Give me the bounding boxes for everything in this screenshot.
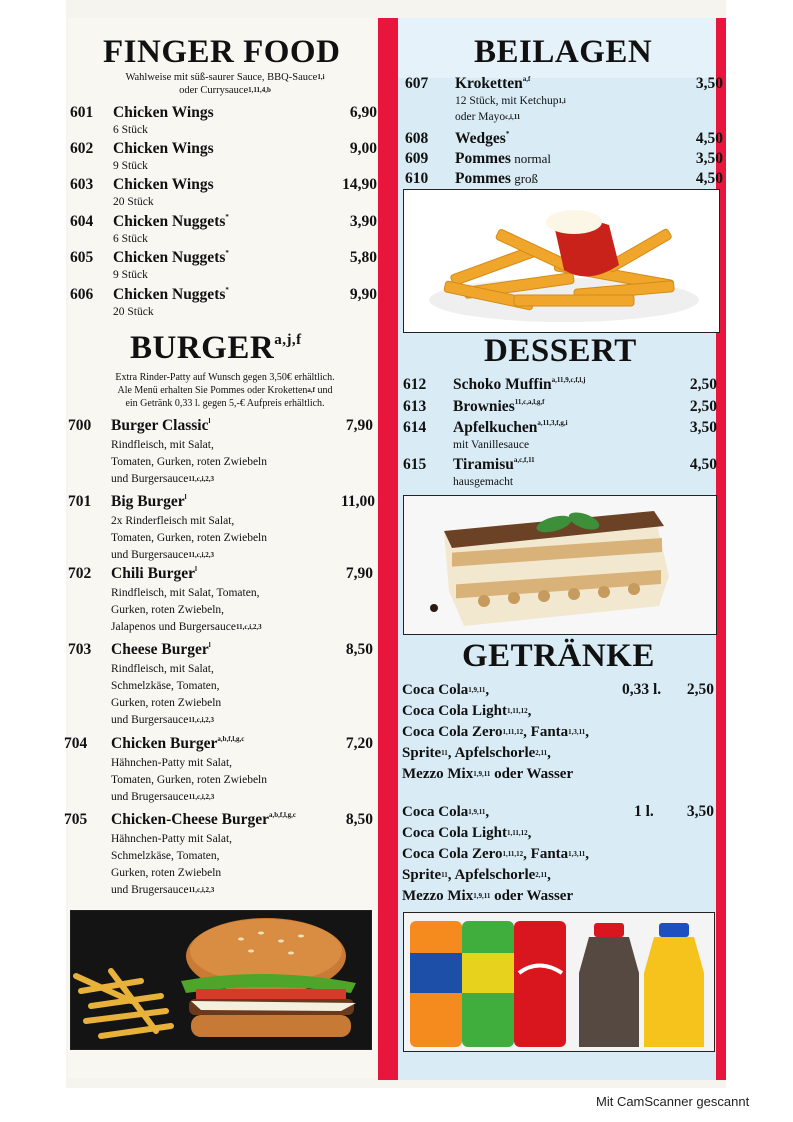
drinks-photo bbox=[403, 912, 715, 1052]
item-name-extra: groß bbox=[510, 171, 539, 186]
finger-food-note-1-sup: 1,i bbox=[317, 73, 325, 81]
burger-item-no: 702 bbox=[68, 565, 92, 582]
drinks-price-large: 3,50 bbox=[686, 803, 714, 820]
finger-food-item-name bbox=[113, 176, 214, 194]
beilagen-item-name bbox=[455, 130, 509, 148]
item-name-text: Chicken-Cheese Burger bbox=[111, 811, 269, 828]
burger-item-desc-line bbox=[111, 585, 259, 601]
burger-photo bbox=[70, 910, 372, 1050]
burger-item-desc-line bbox=[111, 678, 220, 694]
burger-item-price: 7,20 bbox=[345, 735, 373, 752]
kroketten-sub-2-text: oder Mayo bbox=[455, 111, 506, 123]
tiramisu-illustration bbox=[404, 496, 716, 634]
finger-food-item-no: 601 bbox=[70, 104, 94, 121]
finger-food-item-no: 604 bbox=[70, 213, 94, 230]
item-name-text: Tiramisu bbox=[453, 456, 514, 473]
dessert-item-name bbox=[453, 419, 568, 437]
item-name-text: Schoko Muffin bbox=[453, 376, 552, 393]
item-name-sup: 11,c,a,l,g,f bbox=[514, 398, 545, 406]
finger-food-item-sub: 9 Stück bbox=[113, 269, 148, 281]
desc-text: 2x Rinderfleisch mit Salat, bbox=[111, 515, 235, 527]
burger-item-name bbox=[111, 735, 244, 753]
dessert-item-sub: mit Vanillesauce bbox=[453, 439, 530, 451]
burger-item-price: 8,50 bbox=[345, 811, 373, 828]
getraenke-title: GETRÄNKE bbox=[462, 638, 655, 674]
beilagen-item-price: 4,50 bbox=[695, 170, 723, 187]
item-name-text: Big Burger bbox=[111, 493, 185, 510]
burger-note bbox=[75, 371, 375, 410]
item-name-text: Pommes bbox=[455, 170, 511, 187]
burger-item-no: 704 bbox=[64, 735, 88, 752]
finger-food-item-sub: 6 Stück bbox=[113, 233, 148, 245]
item-name-sup: * bbox=[225, 249, 229, 257]
item-name-text: Chicken Wings bbox=[113, 140, 214, 157]
burger-item-price: 7,90 bbox=[345, 565, 373, 582]
burger-title-sup: a,j,f bbox=[274, 332, 302, 348]
drinks-size-large: 1 l. bbox=[634, 803, 654, 820]
burger-note-2-sup: a,f bbox=[307, 386, 316, 394]
kroketten-sub-2-sup: c,i,11 bbox=[505, 113, 521, 121]
item-name-text: Pommes bbox=[455, 150, 511, 167]
kroketten-sub-1 bbox=[455, 93, 566, 109]
drinks-size-small: 0,33 l. bbox=[622, 681, 662, 698]
item-name-sup: a,c,f,11 bbox=[513, 456, 535, 464]
burger-item-price: 7,90 bbox=[345, 417, 373, 434]
desc-text: Gurken, roten Zwiebeln, bbox=[111, 604, 225, 616]
desc-text: Tomaten, Gurken, roten Zwiebeln bbox=[111, 774, 267, 786]
burger-note-3: ein Getränk 0,33 l. gegen 5,-€ Aufpreis erhältlich. bbox=[125, 398, 325, 409]
burger-item-no: 701 bbox=[68, 493, 92, 510]
burger-item-name bbox=[111, 811, 296, 829]
finger-food-item-price: 5,80 bbox=[349, 249, 377, 266]
beilagen-item-no: 607 bbox=[405, 75, 429, 92]
beilagen-item-price: 4,50 bbox=[695, 130, 723, 147]
item-name-sup: a,11,9,c,f,l,j bbox=[551, 376, 586, 384]
desc-sup: 11,c,i,2,3 bbox=[188, 716, 215, 724]
desc-sup: 11,c,i,2,3 bbox=[235, 623, 262, 631]
finger-food-item-price: 3,90 bbox=[349, 213, 377, 230]
item-name-text: Brownies bbox=[453, 398, 515, 415]
burger-item-desc-line bbox=[111, 831, 232, 847]
item-name-text: Chicken Nuggets bbox=[113, 213, 226, 230]
finger-food-item-no: 605 bbox=[70, 249, 94, 266]
finger-food-note-2-sup: 1,11,4,b bbox=[248, 86, 271, 94]
burger-item-desc-line bbox=[111, 547, 214, 563]
desc-text: Rindfleisch, mit Salat, bbox=[111, 439, 214, 451]
finger-food-item-price: 6,90 bbox=[349, 104, 377, 121]
finger-food-item-sub: 20 Stück bbox=[113, 306, 154, 318]
burger-item-desc-line bbox=[111, 619, 262, 635]
burger-item-price: 11,00 bbox=[340, 493, 375, 510]
burger-item-desc-line bbox=[111, 454, 267, 470]
desc-text: und Brugersauce bbox=[111, 884, 189, 896]
dessert-item-name bbox=[453, 398, 544, 416]
finger-food-item-name bbox=[113, 249, 229, 267]
finger-food-item-price: 9,90 bbox=[349, 286, 377, 303]
fries-illustration bbox=[404, 190, 719, 332]
dessert-item-name bbox=[453, 376, 585, 394]
finger-food-title: FINGER FOOD bbox=[103, 34, 341, 70]
drinks-block-small: Coca Cola$^{1,9,11}$, Coca Cola Light$^{1,11,12}$, Coca Cola Zero$^{1,11,12}$, Fanta$^{1,3,11}$, Sprite$^{11}$, Apfelschorle$^{2,11}$, Mezzo Mix$^{1,9,11}$ oder Wasser bbox=[402, 682, 590, 782]
beilagen-item-name bbox=[455, 75, 530, 93]
dessert-item-price: 4,50 bbox=[689, 456, 717, 473]
kroketten-sub-1-sup: 1,i bbox=[558, 97, 566, 105]
burger-note-2-end: und bbox=[315, 385, 333, 396]
item-name-sup: l bbox=[208, 417, 211, 425]
burger-item-desc-line bbox=[111, 602, 224, 618]
finger-food-item-price: 9,00 bbox=[349, 140, 377, 157]
finger-food-item-name bbox=[113, 140, 214, 158]
item-name-text: Apfelkuchen bbox=[453, 419, 538, 436]
finger-food-item-name bbox=[113, 104, 214, 122]
item-name-text: Chicken Nuggets bbox=[113, 249, 226, 266]
beilagen-item-price: 3,50 bbox=[695, 150, 723, 167]
finger-food-item-sub: 20 Stück bbox=[113, 196, 154, 208]
desc-text: Tomaten, Gurken, roten Zwiebeln bbox=[111, 532, 267, 544]
finger-food-item-no: 603 bbox=[70, 176, 94, 193]
burger-item-desc-line bbox=[111, 437, 214, 453]
item-name-sup: * bbox=[505, 130, 510, 138]
dessert-title: DESSERT bbox=[484, 333, 637, 369]
dessert-item-price: 2,50 bbox=[689, 376, 717, 393]
burger-item-name bbox=[111, 565, 197, 583]
burger-item-name bbox=[111, 493, 187, 511]
desc-text: und Burgersauce bbox=[111, 714, 189, 726]
item-name-sup: a,b,f,l,g,c bbox=[269, 811, 297, 819]
desc-text: Schmelzkäse, Tomaten, bbox=[111, 850, 220, 862]
desc-sup: 11,c,i,2,3 bbox=[188, 793, 215, 801]
item-name-sup: l bbox=[194, 565, 197, 573]
finger-food-item-price: 14,90 bbox=[342, 176, 377, 193]
burger-item-name bbox=[111, 417, 210, 435]
desc-text: Gurken, roten Zwiebeln bbox=[111, 697, 222, 709]
finger-food-item-no: 602 bbox=[70, 140, 94, 157]
item-name-text: Burger Classic bbox=[111, 417, 209, 434]
desc-sup: 11,c,i,2,3 bbox=[188, 886, 215, 894]
burger-item-desc-line bbox=[111, 882, 214, 898]
dessert-item-no: 614 bbox=[403, 419, 427, 436]
burger-item-desc-line bbox=[111, 848, 220, 864]
desc-text: Tomaten, Gurken, roten Zwiebeln bbox=[111, 456, 267, 468]
item-name-text: Cheese Burger bbox=[111, 641, 209, 658]
desc-text: Hähnchen-Patty mit Salat, bbox=[111, 833, 233, 845]
finger-food-note bbox=[80, 71, 370, 97]
item-name-text: Wedges bbox=[455, 130, 506, 147]
kroketten-sub-1-text: 12 Stück, mit Ketchup bbox=[455, 95, 559, 107]
desc-text: Hähnchen-Patty mit Salat, bbox=[111, 757, 233, 769]
beilagen-item-price: 3,50 bbox=[695, 75, 723, 92]
desc-text: und Burgersauce bbox=[111, 549, 189, 561]
dessert-item-no: 613 bbox=[403, 398, 427, 415]
finger-food-item-sub: 6 Stück bbox=[113, 124, 148, 136]
burger-item-desc-line bbox=[111, 695, 221, 711]
beilagen-item-no: 609 bbox=[405, 150, 429, 167]
item-name-text: Chicken Wings bbox=[113, 176, 214, 193]
burger-item-no: 705 bbox=[64, 811, 88, 828]
finger-food-note-1: Wahlweise mit süß-saurer Sauce, BBQ-Sauce bbox=[125, 72, 318, 83]
burger-item-desc-line bbox=[111, 789, 214, 805]
desc-text: und Burgersauce bbox=[111, 473, 189, 485]
burger-item-desc-line bbox=[111, 471, 214, 487]
tiramisu-photo bbox=[403, 495, 717, 635]
dessert-item-sub: hausgemacht bbox=[453, 476, 514, 488]
beilagen-item-name bbox=[455, 150, 551, 168]
beilagen-title: BEILAGEN bbox=[474, 34, 653, 70]
burger-illustration bbox=[71, 911, 371, 1049]
finger-food-item-name bbox=[113, 286, 229, 304]
item-name-sup: a,11,3,f,g,i bbox=[537, 419, 568, 427]
finger-food-note-2: oder Currysauce bbox=[179, 85, 249, 96]
dessert-item-no: 615 bbox=[403, 456, 427, 473]
desc-text: Jalapenos und Burgersauce bbox=[111, 621, 236, 633]
burger-item-no: 700 bbox=[68, 417, 92, 434]
item-name-sup: a,b,f,l,g,c bbox=[217, 735, 245, 743]
item-name-sup: l bbox=[184, 493, 187, 501]
item-name-text: Chicken Wings bbox=[113, 104, 214, 121]
item-name-sup: * bbox=[225, 286, 229, 294]
kroketten-sub-2 bbox=[455, 109, 520, 125]
burger-item-name bbox=[111, 641, 211, 659]
burger-note-2: Ale Menü erhalten Sie Pommes oder Kroketten bbox=[117, 385, 308, 396]
burger-item-desc-line bbox=[111, 661, 214, 677]
finger-food-item-sub: 9 Stück bbox=[113, 160, 148, 172]
center-red-bar bbox=[378, 18, 398, 1080]
beilagen-item-name bbox=[455, 170, 538, 188]
item-name-text: Kroketten bbox=[455, 75, 523, 92]
dessert-item-price: 3,50 bbox=[689, 419, 717, 436]
burger-item-desc-line bbox=[111, 712, 214, 728]
item-name-text: Chicken Nuggets bbox=[113, 286, 226, 303]
burger-item-desc-line bbox=[111, 865, 221, 881]
burger-note-1: Extra Rinder-Patty auf Wunsch gegen 3,50€ erhältlich. bbox=[115, 372, 335, 383]
desc-sup: 11,c,i,2,3 bbox=[188, 551, 215, 559]
desc-text: Rindfleisch, mit Salat, bbox=[111, 663, 214, 675]
desc-text: Rindfleisch, mit Salat, Tomaten, bbox=[111, 587, 260, 599]
desc-text: Schmelzkäse, Tomaten, bbox=[111, 680, 220, 692]
item-name-extra: normal bbox=[510, 151, 552, 166]
item-name-sup: * bbox=[225, 213, 229, 221]
dessert-item-name bbox=[453, 456, 535, 474]
finger-food-item-no: 606 bbox=[70, 286, 94, 303]
burger-item-desc-line bbox=[111, 513, 234, 529]
burger-item-price: 8,50 bbox=[345, 641, 373, 658]
scanner-footer: Mit CamScanner gescannt bbox=[596, 1094, 750, 1109]
item-name-text: Chicken Burger bbox=[111, 735, 218, 752]
dessert-item-no: 612 bbox=[403, 376, 427, 393]
burger-item-desc-line bbox=[111, 530, 267, 546]
burger-title-text: BURGER bbox=[130, 330, 275, 366]
dessert-item-price: 2,50 bbox=[689, 398, 717, 415]
fries-photo bbox=[403, 189, 720, 333]
burger-item-no: 703 bbox=[68, 641, 92, 658]
item-name-sup: l bbox=[208, 641, 211, 649]
desc-text: Gurken, roten Zwiebeln bbox=[111, 867, 222, 879]
desc-sup: 11,c,i,2,3 bbox=[188, 475, 215, 483]
burger-title bbox=[130, 330, 302, 367]
drinks-block-large: Coca Cola$^{1,9,11}$, Coca Cola Light$^{1,11,12}$, Coca Cola Zero$^{1,11,12}$, Fanta$^{1,3,11}$, Sprite$^{11}$, Apfelschorle$^{2,11}$, Mezzo Mix$^{1,9,11}$ oder Wasser bbox=[402, 804, 590, 904]
beilagen-item-no: 608 bbox=[405, 130, 429, 147]
item-name-sup: a,f bbox=[522, 75, 531, 83]
burger-item-desc-line bbox=[111, 755, 232, 771]
beilagen-item-no: 610 bbox=[405, 170, 429, 187]
finger-food-item-name bbox=[113, 213, 229, 231]
item-name-text: Chili Burger bbox=[111, 565, 195, 582]
drinks-price-small: 2,50 bbox=[686, 681, 714, 698]
desc-text: und Brugersauce bbox=[111, 791, 189, 803]
burger-item-desc-line bbox=[111, 772, 267, 788]
drinks-illustration bbox=[404, 913, 714, 1051]
